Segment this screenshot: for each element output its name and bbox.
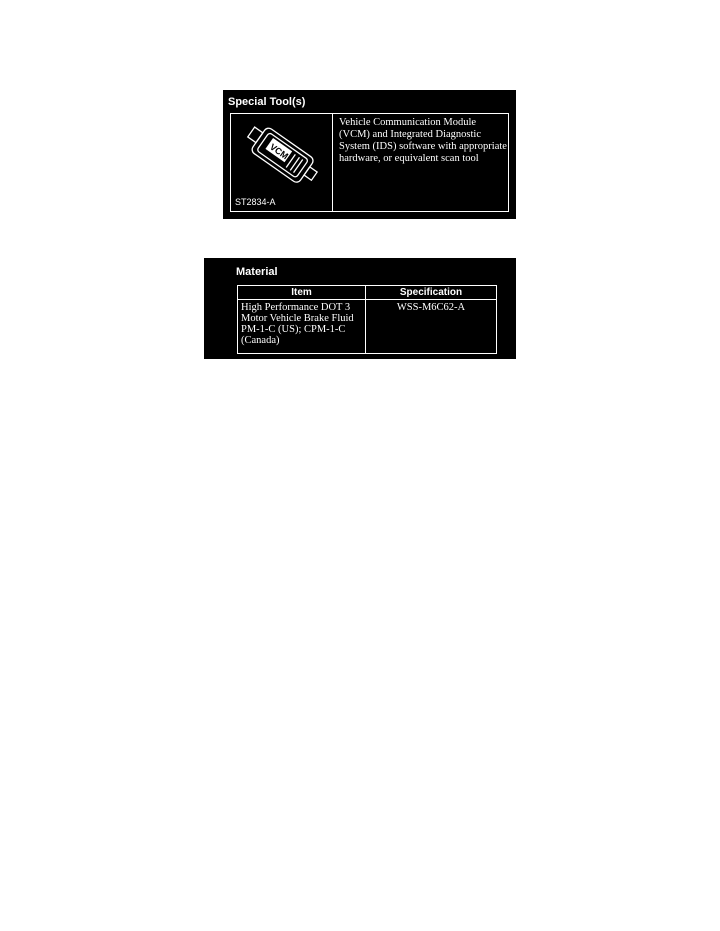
vcm-device-label: VCM (267, 141, 291, 162)
material-title: Material (236, 266, 278, 278)
material-table (237, 285, 497, 354)
specification-column-header: Specification (366, 286, 497, 300)
special-tools-panel (223, 90, 516, 219)
tool-code: ST2834-A (235, 197, 276, 207)
material-spec-cell: WSS-M6C62-A (366, 300, 497, 354)
table-row (238, 300, 497, 354)
tool-illustration-cell (231, 114, 333, 211)
special-tools-table (230, 113, 509, 212)
material-table-header-row (238, 286, 497, 300)
special-tools-title: Special Tool(s) (228, 96, 306, 108)
vcm-device-icon (237, 116, 327, 196)
material-item-cell: High Performance DOT 3 Motor Vehicle Brake Fluid PM-1-C (US); CPM-1-C (Canada) (238, 300, 366, 354)
material-panel (204, 258, 516, 359)
item-column-header: Item (238, 286, 366, 300)
tool-description: Vehicle Communication Module (VCM) and Integrated Diagnostic System (IDS) software with appropriate hardware, or equivalent scan tool (339, 117, 507, 164)
